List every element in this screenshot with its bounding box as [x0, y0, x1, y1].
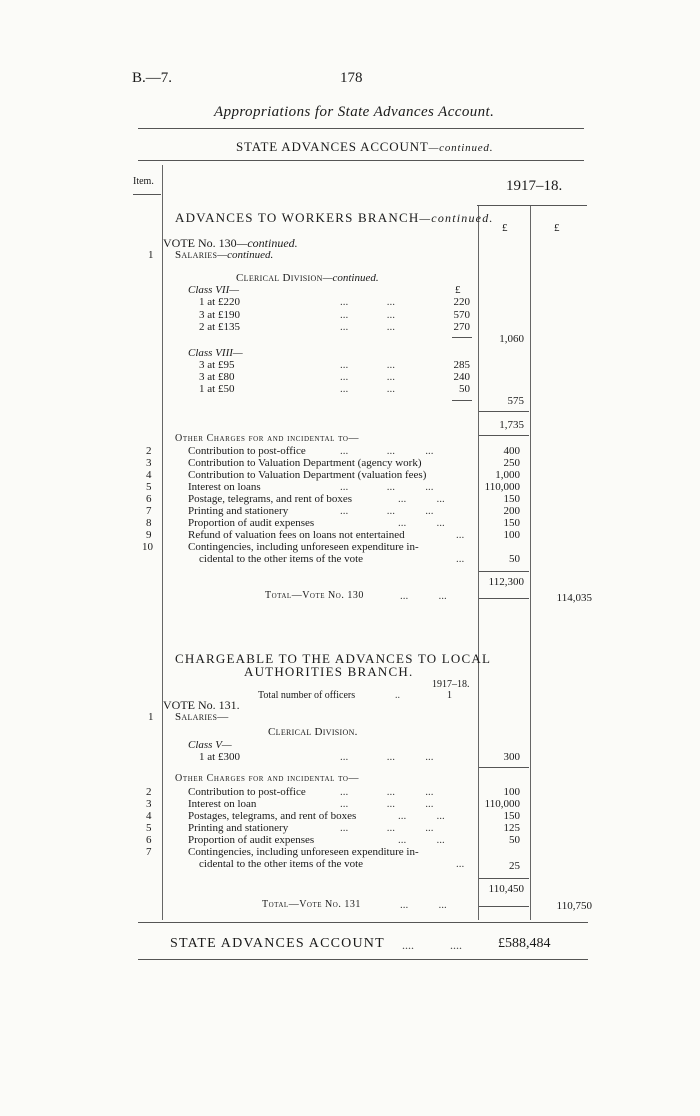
charge-amount: 50	[509, 834, 520, 846]
charge-label-continued: cidental to the other items of the vote	[199, 553, 364, 565]
item-number: 1	[148, 249, 154, 261]
subtotal-rule	[452, 337, 472, 338]
pound-sign-subcol: £	[455, 284, 461, 296]
year-column-header: 1917–18.	[506, 178, 563, 194]
class-viii-row-amount: 50	[459, 383, 470, 395]
class-vii-row-amount: 570	[453, 309, 470, 321]
salaries-label: Salaries—	[175, 711, 229, 723]
leader-dots: ... ...	[340, 296, 395, 308]
total-column-divider	[530, 206, 531, 920]
subtotal-rule	[452, 400, 472, 401]
item-number: 5	[146, 822, 152, 834]
salaries-total: 1,735	[499, 419, 524, 431]
page-title: Appropriations for State Advances Account.	[214, 104, 495, 120]
charge-amount: 400	[503, 445, 520, 457]
class-viii-row-amount: 285	[453, 359, 470, 371]
leader-dots: ... ...	[398, 493, 445, 505]
charge-amount: 100	[503, 529, 520, 541]
other-charges-total: 110,450	[488, 883, 524, 895]
total-rule	[479, 906, 529, 907]
item-number: 8	[146, 517, 152, 529]
charge-amount: 200	[503, 505, 520, 517]
item-number: 3	[146, 457, 152, 469]
item-number: 4	[146, 469, 152, 481]
leader-dots: ... ...	[340, 383, 395, 395]
officers-count: 1	[447, 690, 452, 701]
class-vii-row-label: 2 at £135	[199, 321, 240, 333]
title-rule	[138, 128, 584, 129]
charge-amount: 110,000	[484, 481, 520, 493]
charge-label: Contribution to post-office	[188, 786, 306, 798]
table-bottom-rule	[138, 922, 588, 923]
leader-dots: ...	[456, 553, 465, 565]
leader-dots: ... ...	[400, 899, 447, 911]
grand-total-label: STATE ADVANCES ACCOUNT	[170, 936, 385, 951]
item-number: 6	[146, 834, 152, 846]
vote-total-amount: 110,750	[556, 900, 592, 912]
charge-amount: 150	[503, 810, 520, 822]
class-v-row-amount: 300	[503, 751, 520, 763]
charge-amount: 150	[503, 493, 520, 505]
charge-label: Contribution to post-office	[188, 445, 306, 457]
vote-total-label: Total—Vote No. 130	[265, 590, 364, 601]
charge-label: Refund of valuation fees on loans not entertained	[188, 529, 405, 541]
vote-130-heading: VOTE No. 130—continued.	[163, 236, 298, 250]
leader-dots: ... ... ...	[340, 798, 434, 810]
charge-label: Printing and stationery	[188, 822, 289, 834]
amount-column-divider	[478, 206, 479, 920]
leader-dots: ... ... ...	[340, 751, 434, 763]
charge-label: Contribution to Valuation Department (valuation fees)	[188, 469, 427, 481]
leader-dots: ... ...	[398, 810, 445, 822]
charge-label: Postages, telegrams, and rent of boxes	[188, 810, 357, 822]
class-viii-row-amount: 240	[453, 371, 470, 383]
leader-dots: ...	[456, 529, 465, 541]
leader-dots: ... ...	[398, 834, 445, 846]
leader-dots: ... ... ...	[340, 505, 434, 517]
officers-year: 1917–18.	[432, 679, 470, 690]
officers-label: Total number of officers	[258, 690, 356, 701]
item-number: 5	[146, 481, 152, 493]
charge-label: Printing and stationery	[188, 505, 289, 517]
subtotal-rule	[479, 878, 529, 879]
item-number: 2	[146, 786, 152, 798]
leader-dots: ... ... ...	[340, 445, 434, 457]
leader-dots: ... ...	[340, 371, 395, 383]
grand-total-amount: £588,484	[498, 936, 551, 951]
charge-label: Postage, telegrams, and rent of boxes	[188, 493, 353, 505]
charge-label: Proportion of audit expenses	[188, 517, 315, 529]
clerical-division-heading: Clerical Division—continued.	[236, 272, 379, 284]
class-vii-row-label: 1 at £220	[199, 296, 240, 308]
class-vii-row-label: 3 at £190	[199, 309, 240, 321]
class-v-label: Class V—	[188, 739, 232, 751]
charge-amount: 1,000	[495, 469, 520, 481]
item-number: 2	[146, 445, 152, 457]
footer-rule	[138, 959, 588, 960]
subtotal-rule	[479, 767, 529, 768]
subtotal-rule	[479, 571, 529, 572]
salaries-label: Salaries—continued.	[175, 249, 274, 261]
item-number: 1	[148, 711, 154, 723]
pound-sign-col1: £	[502, 222, 508, 234]
charge-amount: 25	[509, 860, 520, 872]
item-column-header: Item.	[133, 176, 154, 187]
leader-dots: ... ... ...	[340, 481, 434, 493]
item-number: 10	[142, 541, 153, 553]
charge-label: Interest on loan	[188, 798, 257, 810]
charge-label: Interest on loans	[188, 481, 261, 493]
year-header-rule	[477, 205, 587, 206]
charge-amount: 50	[509, 553, 520, 565]
subtitle-rule	[138, 160, 584, 161]
class-v-row-label: 1 at £300	[199, 751, 240, 763]
charge-amount: 100	[503, 786, 520, 798]
workers-branch-heading: ADVANCES TO WORKERS BRANCH—continued.	[175, 210, 494, 225]
class-viii-row-label: 3 at £95	[199, 359, 235, 371]
class-vii-label: Class VII—	[188, 284, 240, 296]
subtotal-rule	[479, 411, 529, 412]
leader-dots: ..	[395, 690, 400, 701]
leader-dots: ... ...	[400, 590, 447, 602]
charge-amount: 110,000	[484, 798, 520, 810]
leader-dots: ... ...	[398, 517, 445, 529]
leader-dots: ... ...	[340, 321, 395, 333]
class-viii-row-label: 3 at £80	[199, 371, 235, 383]
item-number: 4	[146, 810, 152, 822]
charge-amount: 250	[503, 457, 520, 469]
class-vii-row-amount: 220	[453, 296, 470, 308]
clerical-division-heading: Clerical Division.	[268, 726, 358, 738]
class-viii-label: Class VIII—	[188, 347, 243, 359]
page-number: 178	[340, 70, 363, 86]
item-number: 3	[146, 798, 152, 810]
local-branch-heading: CHARGEABLE TO THE ADVANCES TO LOCAL	[175, 651, 492, 666]
charge-label: Proportion of audit expenses	[188, 834, 315, 846]
document-reference: B.—7.	[132, 70, 173, 86]
vote-131-heading: VOTE No. 131.	[163, 698, 240, 712]
item-number: 7	[146, 505, 152, 517]
local-branch-heading-line2: AUTHORITIES BRANCH.	[244, 664, 414, 679]
charge-amount: 125	[503, 822, 520, 834]
charge-amount: 150	[503, 517, 520, 529]
item-column-divider	[162, 165, 163, 920]
class-viii-total: 575	[507, 395, 524, 407]
other-charges-total: 112,300	[488, 576, 524, 588]
other-charges-heading: Other Charges for and incidental to—	[175, 433, 360, 444]
pound-sign-col2: £	[554, 222, 560, 234]
leader-dots: ... ... ...	[340, 822, 434, 834]
charge-label: Contribution to Valuation Department (agency work)	[188, 457, 422, 469]
item-number: 9	[146, 529, 152, 541]
class-vii-total: 1,060	[499, 333, 524, 345]
class-viii-row-label: 1 at £50	[199, 383, 235, 395]
section-subtitle: STATE ADVANCES ACCOUNT—continued.	[236, 139, 494, 154]
charge-label: Contingencies, including unforeseen expenditure in-	[188, 846, 419, 858]
leader-dots: ...	[456, 858, 465, 870]
leader-dots: ... ...	[340, 359, 395, 371]
charge-label-continued: cidental to the other items of the vote	[199, 858, 364, 870]
total-rule	[479, 598, 529, 599]
leader-dots: ... ... ...	[340, 786, 434, 798]
charge-label: Contingencies, including unforeseen expenditure in-	[188, 541, 419, 553]
item-header-rule	[133, 194, 161, 195]
subtotal-rule	[479, 435, 529, 436]
vote-total-label: Total—Vote No. 131	[262, 899, 361, 910]
leader-dots: ... ...	[340, 309, 395, 321]
item-number: 6	[146, 493, 152, 505]
other-charges-heading: Other Charges for and incidental to—	[175, 773, 360, 784]
vote-total-amount: 114,035	[556, 592, 592, 604]
class-vii-row-amount: 270	[453, 321, 470, 333]
leader-dots: .... ....	[402, 938, 462, 952]
item-number: 7	[146, 846, 152, 858]
